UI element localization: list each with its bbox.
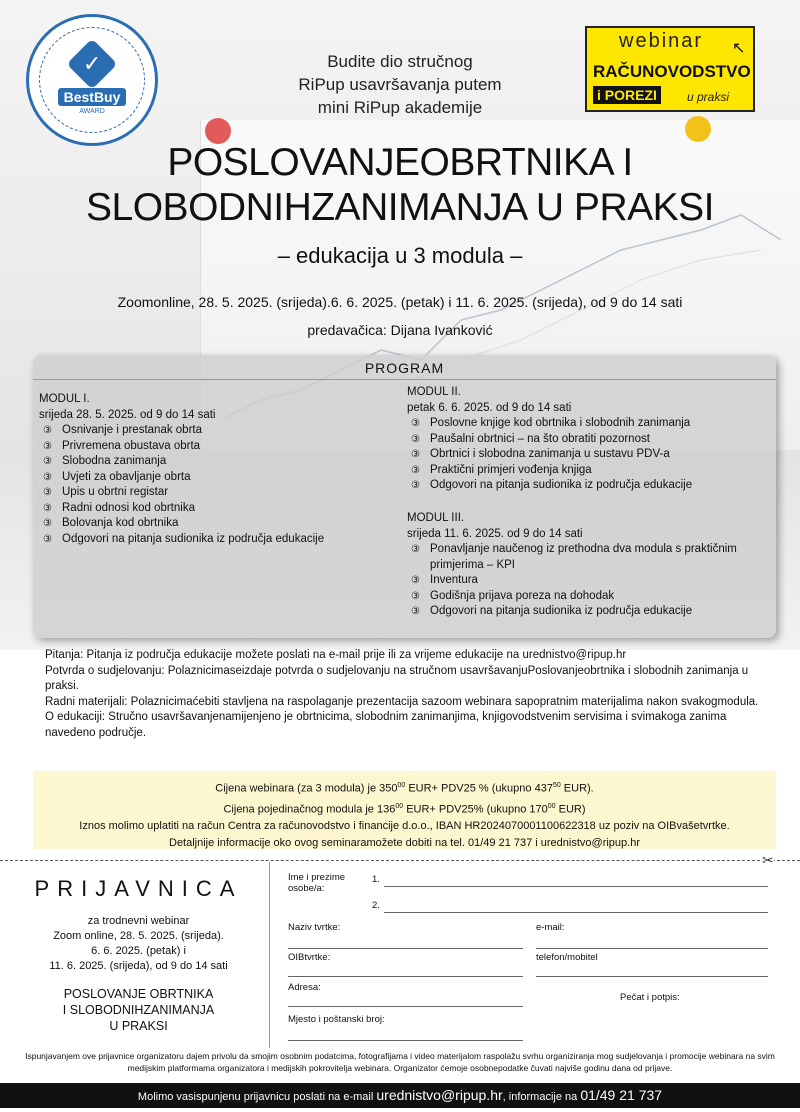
price-box: [33, 771, 776, 849]
subtitle: – edukacija u 3 modula –: [277, 243, 523, 268]
logo-webinar-text: webinar: [619, 30, 704, 52]
module-item: ③ Praktični primjeri vođenja knjiga: [407, 463, 767, 479]
module-name: MODUL III.: [407, 512, 465, 524]
company-field[interactable]: [288, 948, 523, 949]
info-about: O edukaciji: Stručno usavršavanjenamijenjeno je obrtnicima, slobodnim zanimanjima, knjigovodstvenim servisima i svimakoga zanima navedeno područje.: [45, 711, 727, 739]
info-certificate: Potvrda o sudjelovanju: Polaznicimaseizdaje potvrda o sudjelovanju na stručnom usavršavanjuPoslovanjeobrtnika i slobodnih zanimanja u praksi.: [45, 664, 749, 692]
price-text: EUR+ PDV25% (ukupno 170: [403, 803, 548, 816]
price-text: Cijena pojedinačnog modula je 136: [223, 803, 396, 816]
oib-label: OIBtvrtke:: [288, 952, 331, 963]
module-name: MODUL I.: [39, 393, 90, 405]
logo-line3: u praksi: [687, 90, 730, 104]
module-items: [39, 423, 399, 547]
phone-label: telefon/mobitel: [536, 952, 598, 963]
module-item: ③ Inventura: [407, 573, 767, 589]
logo-line1: RAČUNOVODSTVO: [593, 62, 751, 81]
cursor-icon: ↖: [732, 40, 746, 57]
module-1: [39, 392, 399, 547]
module-item: ③ Radni odnosi kod obrtnika: [39, 501, 399, 517]
price-text: EUR).: [560, 782, 594, 795]
module-item: ③ Upis u obrtni registar: [39, 485, 399, 501]
info-section: [45, 648, 765, 741]
name-row-2-label: 2.: [372, 900, 380, 911]
badge-award-text: AWARD: [79, 107, 105, 115]
module-item: ③ Poslovne knjige kod obrtnika i slobodnih zanimanja: [407, 416, 767, 432]
contact-info: Detaljnije informacije oko ovog seminaramožete dobiti na tel. 01/49 21 737 i urednistvo@ripup.hr: [169, 837, 640, 850]
email-label: e-mail:: [536, 922, 565, 933]
program-box: [33, 355, 776, 638]
consent-text: Ispunjavanjem ove prijavnice organizatoru dajem privolu da smojim osobnim podatcima, fotografijama i video materijalom raspolažu svrhu organiziranja mog sudjelovanja i promocije webinara na svim medijskim platformama organizatora i medijskih pokrovitelja webinara. Organizator ćemoje osobnepodatke čuvati najviše godinu dana od prijave.: [25, 1051, 775, 1073]
module-item: ③ Odgovori na pitanja sudionika iz područja edukacije: [39, 532, 399, 548]
name-field-2[interactable]: [384, 912, 768, 913]
name-field-label: Ime i prezime osobe/a:: [288, 872, 346, 894]
webinar-logo: [585, 26, 755, 112]
module-item: ③ Privremena obustava obrta: [39, 439, 399, 455]
stamp-signature-label: Pečat i potpis:: [620, 992, 680, 1003]
checkmark-shield-icon: ✓: [67, 38, 118, 89]
address-label: Adresa:: [288, 982, 321, 993]
intro-text: [240, 50, 560, 119]
event-dates: Zoomonline, 28. 5. 2025. (srijeda).6. 6. 2025. (petak) i 11. 6. 2025. (srijeda), od 9 do 14 sati: [117, 294, 683, 310]
price-line-total: [33, 777, 776, 798]
info-questions: Pitanja: Pitanja iz područja edukacije možete poslati na e-mail prije ili za vrijeme edukacije na urednistvo@ripup.hr: [45, 649, 627, 661]
payment-info: Iznos molimo uplatiti na račun Centra za računovodstvo i financije d.o.o., IBAN HR2024070001100622318 uz poziv na OIBvašetvrtke.: [79, 820, 730, 833]
price-cents: 00: [395, 802, 404, 810]
title-line: SLOBODNIHZANIMANJA U PRAKSI: [86, 186, 714, 229]
price-text: Cijena webinara (za 3 modula) je 350: [215, 782, 398, 795]
price-text: EUR+ PDV25 % (ukupno 437: [405, 782, 553, 795]
email-field[interactable]: [536, 948, 768, 949]
oib-field[interactable]: [288, 976, 523, 977]
module-item: ③ Odgovori na pitanja sudionika iz područja edukacije: [407, 478, 767, 494]
cut-line: [0, 860, 800, 861]
city-postal-label: Mjesto i poštanski broj:: [288, 1014, 385, 1025]
registration-details: [8, 914, 269, 974]
company-label: Naziv tvrtke:: [288, 922, 341, 933]
registration-form: [288, 868, 770, 1048]
program-title: PROGRAM: [364, 360, 445, 376]
registration-title-line: U PRAKSI: [109, 1019, 168, 1033]
registration-detail-line: 6. 6. 2025. (petak) i: [91, 945, 186, 957]
yellow-pin-decoration: [685, 116, 711, 142]
module-items: [407, 416, 767, 494]
footer-bar: [0, 1083, 800, 1108]
address-field[interactable]: [288, 1006, 523, 1007]
name-field-1[interactable]: [384, 886, 768, 887]
intro-line: RiPup usavršavanja putem: [298, 75, 502, 94]
module-item: ③ Obrtnici i slobodna zanimanja u sustavu PDV-a: [407, 447, 767, 463]
price-text: EUR): [555, 803, 586, 816]
footer-text: , informacije na: [502, 1091, 581, 1103]
page-title: [0, 140, 800, 230]
program-divider: [33, 379, 776, 380]
module-item: ③ Osnivanje i prestanak obrta: [39, 423, 399, 439]
module-item: ③ Bolovanja kod obrtnika: [39, 516, 399, 532]
price-line-module: [33, 798, 776, 819]
phone-field[interactable]: [536, 976, 768, 977]
module-date: srijeda 11. 6. 2025. od 9 do 14 sati: [407, 527, 583, 540]
name-row-1-label: 1.: [372, 874, 380, 885]
registration-panel: [8, 862, 270, 1048]
info-materials: Radni materijali: Polaznicimaćebiti stavljena na raspolaganje prezentacija sazoom webinara sapopratnim materijalima nakon svakogmodula.: [45, 695, 759, 708]
city-postal-field[interactable]: [288, 1040, 523, 1041]
module-item: ③ Godišnja prijava poreza na dohodak: [407, 589, 767, 605]
logo-line2: i POREZI: [593, 86, 661, 104]
module-2: [407, 385, 767, 494]
price-cents: 00: [397, 782, 406, 789]
registration-detail-line: 11. 6. 2025. (srijeda), od 9 do 14 sati: [49, 960, 228, 972]
lecturer: predavačica: Dijana Ivanković: [307, 322, 493, 338]
module-item: ③ Uvjeti za obavljanje obrta: [39, 470, 399, 486]
footer-email[interactable]: urednistvo@ripup.hr: [376, 1087, 503, 1103]
registration-title: [8, 986, 269, 1034]
badge-brand: BestBuy: [58, 88, 127, 106]
registration-detail-line: Zoom online, 28. 5. 2025. (srijeda).: [53, 930, 224, 942]
module-item: ③ Ponavljanje naučenog iz prethodna dva modula s praktičnim primjerima – KPI: [407, 542, 767, 573]
module-date: srijeda 28. 5. 2025. od 9 do 14 sati: [39, 408, 216, 421]
registration-title-line: POSLOVANJE OBRTNIKA: [63, 987, 214, 1001]
footer-text: Molimo vasispunjenu prijavnicu poslati na e-mail: [137, 1091, 377, 1103]
registration-heading: PRIJAVNICA: [34, 876, 243, 901]
bestbuy-award-badge: [26, 14, 158, 146]
scissors-icon: ✂: [762, 852, 774, 868]
module-name: MODUL II.: [407, 386, 461, 398]
module-date: petak 6. 6. 2025. od 9 do 14 sati: [407, 401, 572, 414]
module-item: ③ Paušalni obrtnici – na što obratiti pozornost: [407, 432, 767, 448]
intro-line: Budite dio stručnog: [327, 52, 473, 71]
footer-phone: 01/49 21 737: [580, 1087, 663, 1103]
registration-title-line: I SLOBODNIHZANIMANJA: [62, 1003, 215, 1017]
registration-detail-line: za trodnevni webinar: [87, 915, 190, 927]
module-items: [407, 542, 767, 620]
module-3: [407, 511, 767, 620]
intro-line: mini RiPup akademije: [317, 98, 483, 117]
title-line: POSLOVANJEOBRTNIKA I: [167, 141, 633, 184]
module-item: ③ Odgovori na pitanja sudionika iz područja edukacije: [407, 604, 767, 620]
price-cents: 00: [547, 802, 556, 810]
price-cents: 50: [552, 782, 561, 789]
module-item: ③ Slobodna zanimanja: [39, 454, 399, 470]
